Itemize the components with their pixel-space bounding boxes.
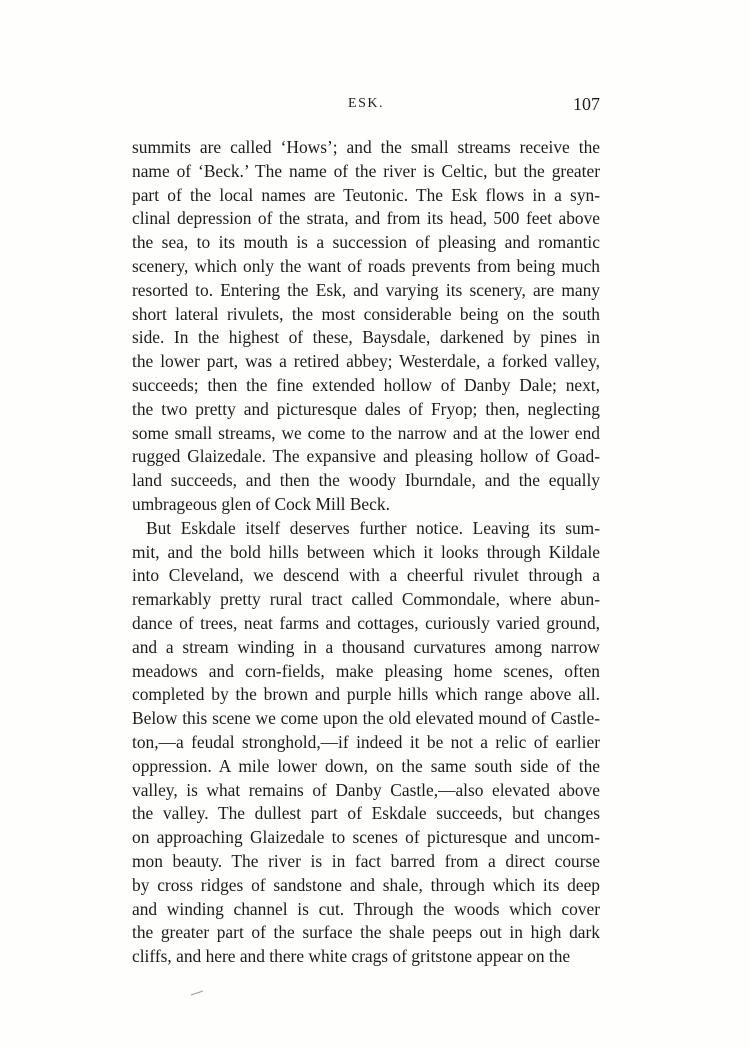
text-line: and a stream winding in a thousand curvatures among narrow (132, 636, 600, 657)
text-line: scenery, which only the want of roads prevents from being much (132, 255, 600, 276)
text-line: part of the local names are Teutonic. The Esk flows in a syn- (132, 184, 600, 205)
text-line: mon beauty. The river is in fact barred from a direct course (132, 850, 600, 871)
text-line: the lower part, was a retired abbey; Westerdale, a forked valley, (132, 351, 600, 372)
text-line: Below this scene we come upon the old elevated mound of Castle- (132, 708, 600, 729)
text-line: by cross ridges of sandstone and shale, through which its deep (132, 874, 600, 895)
text-line: succeeds; then the fine extended hollow of Danby Dale; next, (132, 374, 600, 395)
text-line: rugged Glaizedale. The expansive and pleasing hollow of Goad- (132, 446, 600, 467)
text-line: on approaching Glaizedale to scenes of picturesque and uncom- (132, 827, 600, 848)
text-line: valley, is what remains of Danby Castle,—also elevated above (132, 779, 600, 800)
text-line: name of ‘Beck.’ The name of the river is Celtic, but the greater (132, 160, 600, 181)
text-line: and winding channel is cut. Through the woods which cover (132, 898, 600, 919)
text-line: completed by the brown and purple hills which range above all. (132, 684, 600, 705)
stray-pen-mark (190, 990, 204, 996)
paragraph (132, 517, 600, 969)
running-head (132, 94, 600, 118)
text-line: dance of trees, neat farms and cottages, curiously varied ground, (132, 612, 600, 633)
text-line: But Eskdale itself deserves further notice. Leaving its sum- (146, 517, 600, 538)
text-line: cliffs, and here and there white crags of gritstone appear on the (132, 946, 571, 967)
text-line: clinal depression of the strata, and from its head, 500 feet above (132, 208, 600, 229)
text-line: summits are called ‘Hows’; and the small streams receive the (132, 137, 600, 157)
text-line: oppression. A mile lower down, on the same south side of the (132, 755, 600, 776)
text-line: remarkably pretty rural tract called Commondale, where abun- (132, 589, 600, 610)
text-line: meadows and corn-fields, make pleasing home scenes, often (132, 660, 600, 681)
text-line: the valley. The dullest part of Eskdale succeeds, but changes (132, 803, 600, 824)
text-line: resorted to. Entering the Esk, and varying its scenery, are many (132, 279, 600, 300)
text-line: mit, and the bold hills between which it looks through Kildale (132, 541, 600, 562)
text-line: side. In the highest of these, Baysdale, darkened by pines in (132, 327, 600, 348)
text-line: umbrageous glen of Cock Mill Beck. (132, 493, 390, 514)
text-line: the greater part of the surface the shale peeps out in high dark (132, 922, 600, 943)
text-line: land succeeds, and then the woody Iburndale, and the equally (132, 470, 600, 491)
text-line: ton,—a feudal stronghold,—if indeed it be not a relic of earlier (132, 731, 600, 752)
running-head-title: ESK. (348, 96, 384, 111)
body-text (132, 136, 600, 969)
paragraph (132, 136, 600, 517)
text-line: into Cleveland, we descend with a cheerful rivulet through a (132, 565, 600, 586)
text-line: some small streams, we come to the narrow and at the lower end (132, 422, 600, 443)
text-line: the two pretty and picturesque dales of Fryop; then, neglecting (132, 398, 600, 419)
text-line: short lateral rivulets, the most considerable being on the south (132, 303, 600, 324)
page-number: 107 (573, 94, 600, 114)
text-line: the sea, to its mouth is a succession of pleasing and romantic (132, 232, 600, 253)
